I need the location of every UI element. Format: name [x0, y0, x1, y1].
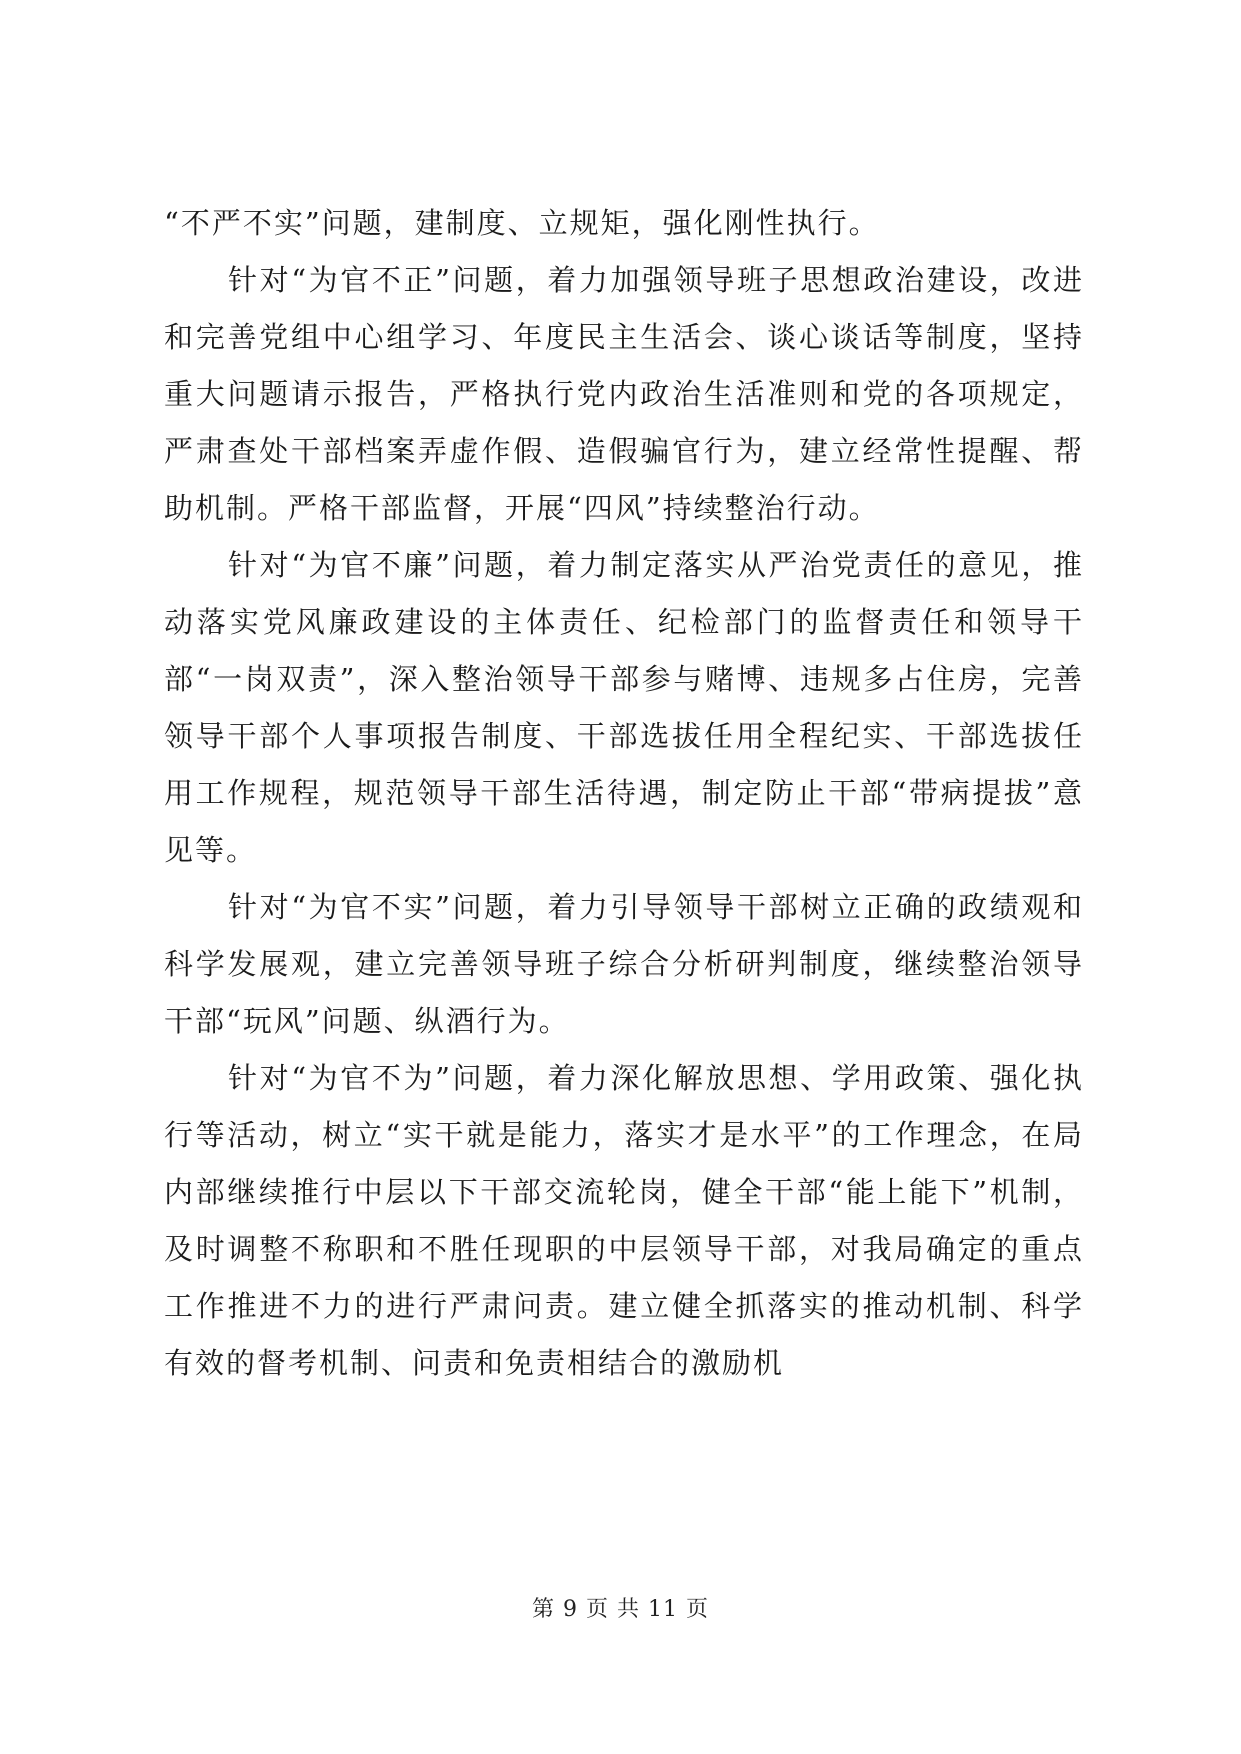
paragraph-weiguan-buzheng: 针对“为官不正”问题，着力加强领导班子思想政治建设，改进和完善党组中心组学习、年度民主生活会、谈心谈话等制度，坚持重大问题请示报告，严格执行党内政治生活准则和党的各项规定，严肃查处干部档案弄虚作假、造假骗官行为，建立经常性提醒、帮助机制。严格干部监督，开展“四风”持续整治行动。 — [164, 263, 1084, 525]
document-body — [164, 195, 1084, 1392]
page-number-footer: 第 9 页 共 11 页 — [532, 1597, 709, 1622]
paragraph-continuation: “不严不实”问题，建制度、立规矩，强化刚性执行。 — [164, 206, 880, 240]
paragraph-weiguan-bulian: 针对“为官不廉”问题，着力制定落实从严治党责任的意见，推动落实党风廉政建设的主体责任、纪检部门的监督责任和领导干部“一岗双责”，深入整治领导干部参与赌博、违规多占住房，完善领导干部个人事项报告制度、干部选拔任用全程纪实、干部选拔任用工作规程，规范领导干部生活待遇，制定防止干部“带病提拔”意见等。 — [164, 548, 1084, 867]
paragraph-weiguan-buwei: 针对“为官不为”问题，着力深化解放思想、学用政策、强化执行等活动，树立“实干就是能力，落实才是水平”的工作理念，在局内部继续推行中层以下干部交流轮岗，健全干部“能上能下”机制，及时调整不称职和不胜任现职的中层领导干部，对我局确定的重点工作推进不力的进行严肃问责。建立健全抓落实的推动机制、科学有效的督考机制、问责和免责相结合的激励机 — [164, 1061, 1084, 1380]
paragraph-weiguan-bushi: 针对“为官不实”问题，着力引导领导干部树立正确的政绩观和科学发展观，建立完善领导班子综合分析研判制度，继续整治领导干部“玩风”问题、纵酒行为。 — [164, 890, 1084, 1038]
